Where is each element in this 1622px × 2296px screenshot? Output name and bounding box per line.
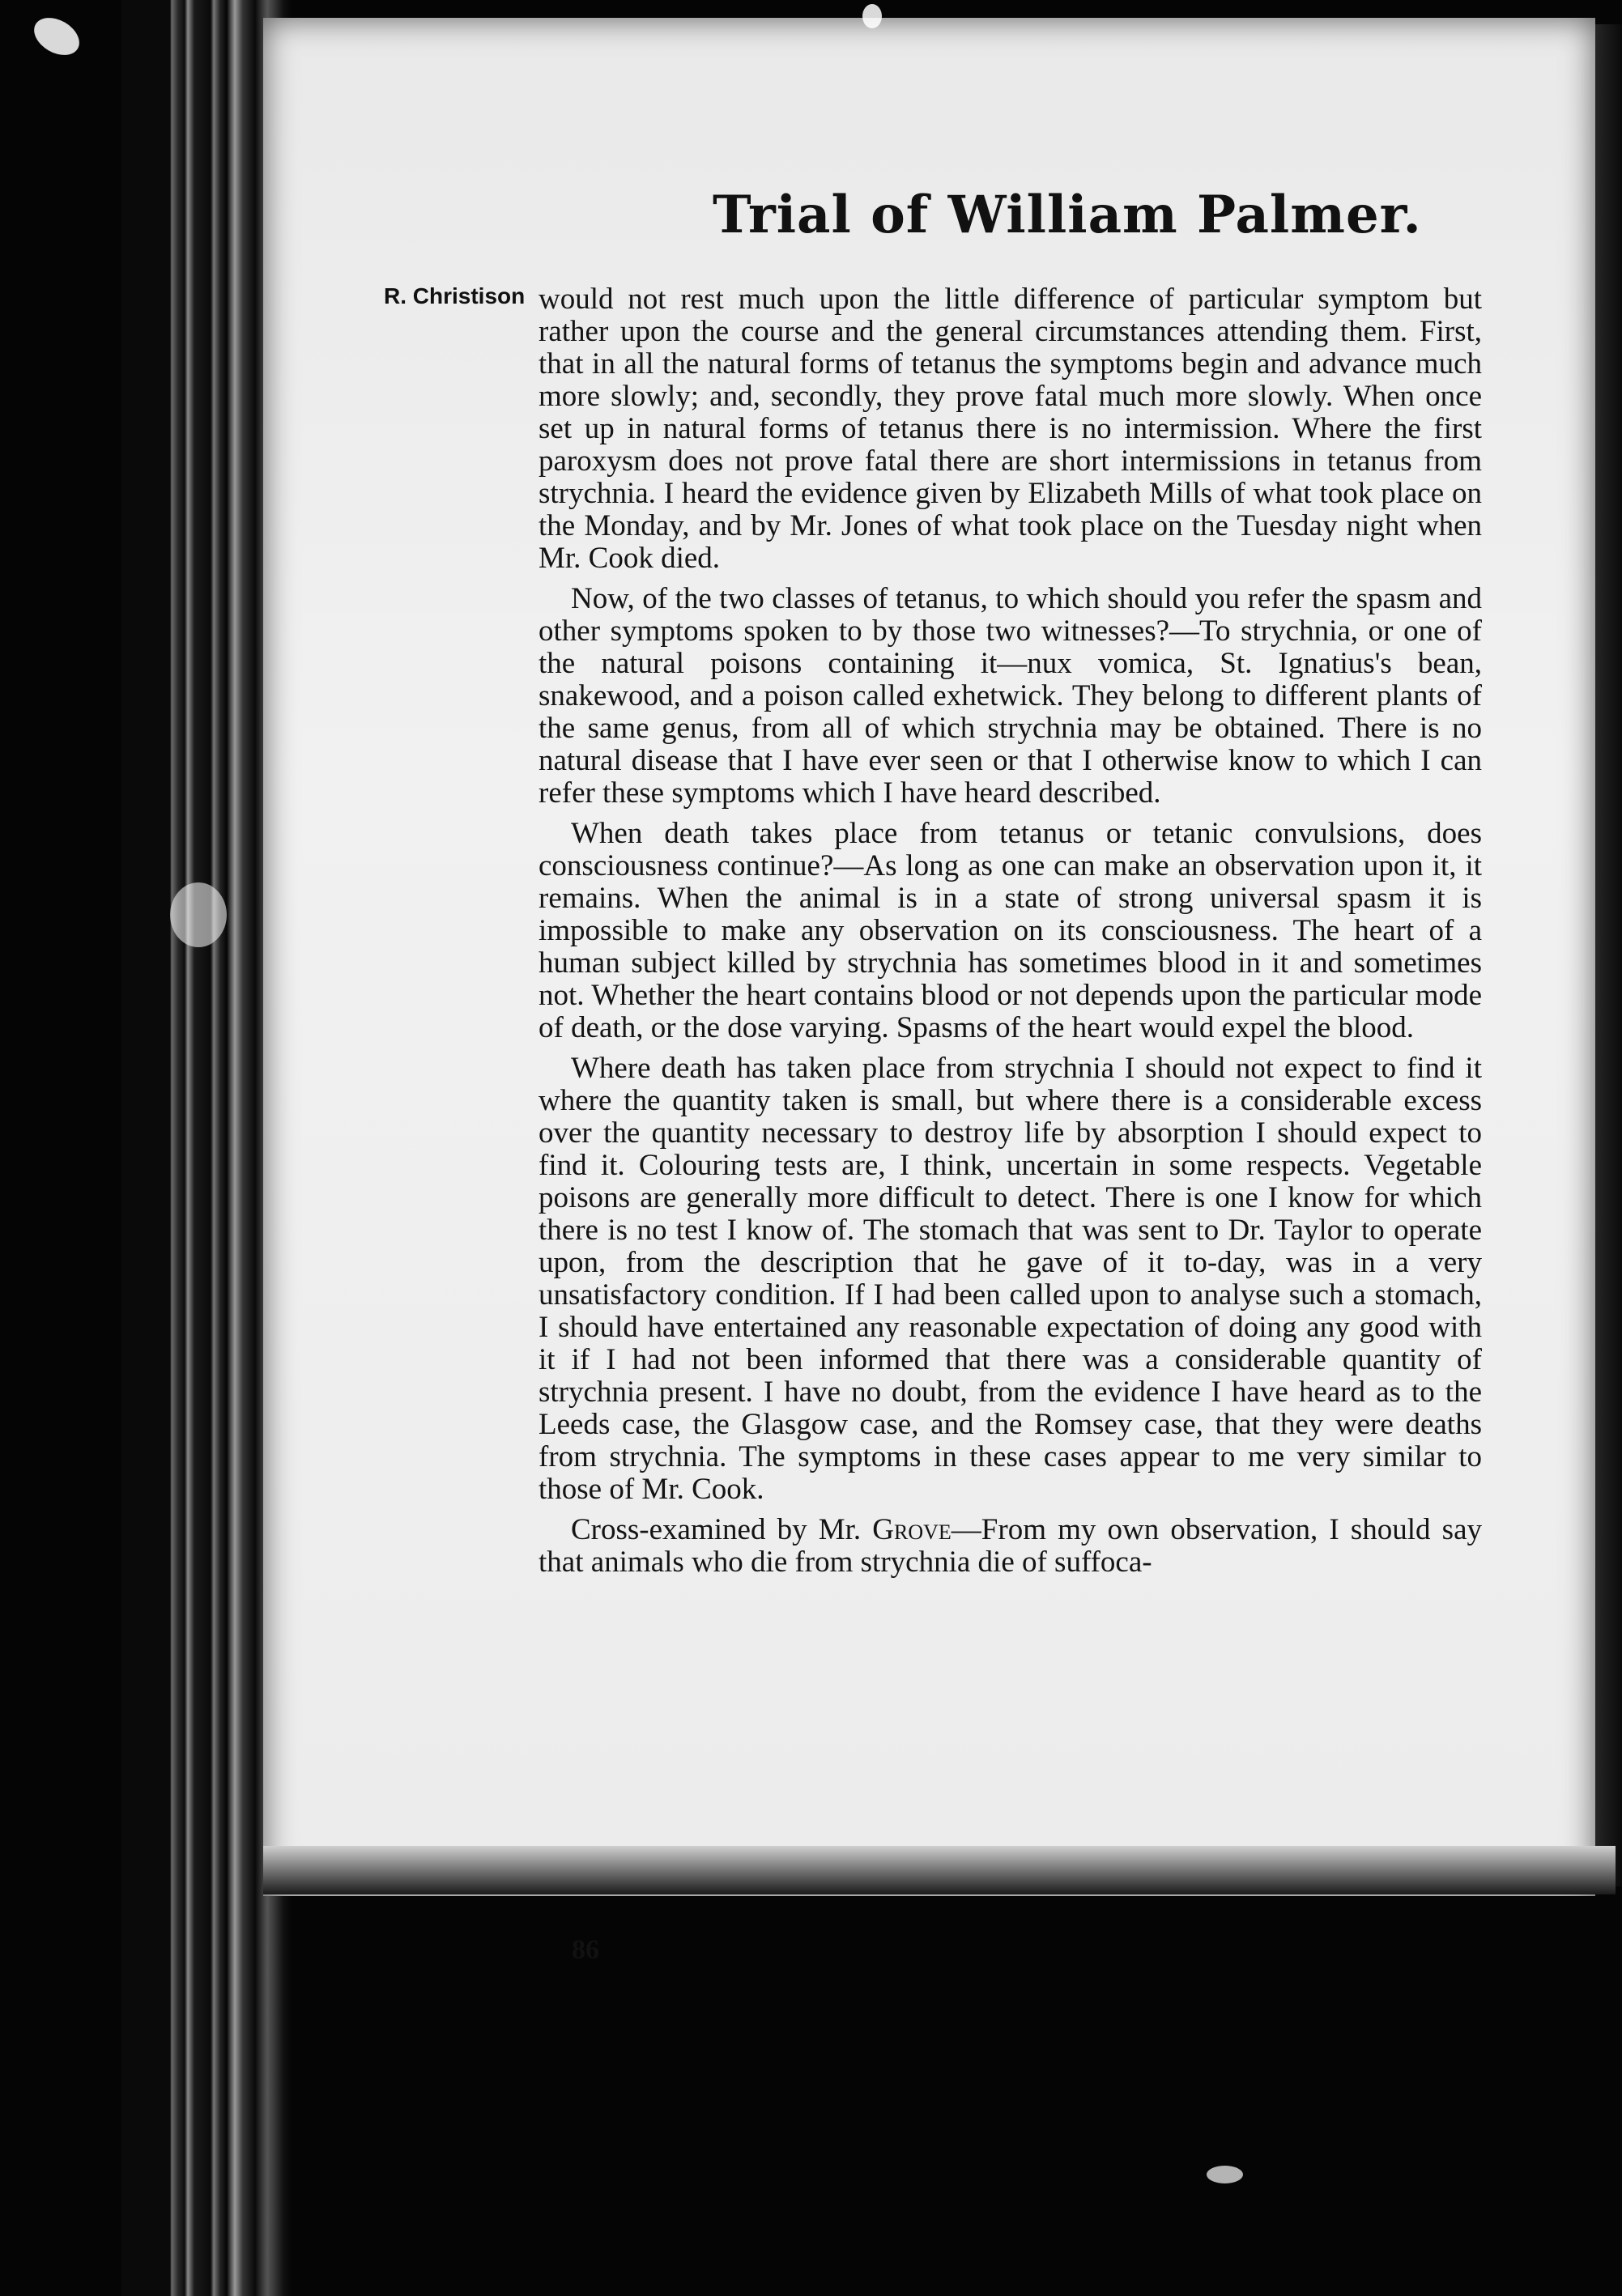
page-number: 86 <box>572 1935 599 1965</box>
paragraph: Now, of the two classes of tetanus, to which should you refer the spasm and other symptoms spoken to by those two witnesses?—To strychnia, or one of the natural poisons containing it—nux vomica, St. Ignatius's bean, snakewood, and a poison called exhetwick. They belong to different plants of the same genus, from all of which strychnia may be obtained. There is no natural disease that I have ever seen or that I otherwise know to which I can refer these symptoms which I have heard described. <box>539 582 1482 810</box>
scan-artifact <box>862 4 882 28</box>
cross-examination-lead: Cross-examined by Mr. <box>571 1513 873 1546</box>
body-text <box>539 283 1482 1587</box>
cross-examination-paragraph <box>539 1514 1482 1579</box>
speaker-side-label: R. Christison <box>384 283 526 308</box>
page-title: Trial of William Palmer. <box>713 185 1422 245</box>
scan-artifact <box>170 882 227 947</box>
paragraph: would not rest much upon the little difference of particular symptom but rather upon the course and the general circumstances attending them. First, that in all the natural forms of tetanus the symptoms begin and advance much more slowly; and, secondly, they prove fatal much more slowly. When once set up in natural forms of tetanus there is no intermission. Where the first paroxysm does not prove fatal there are short intermissions in tetanus from strychnia. I heard the evidence given by Elizabeth Mills of what took place on the Monday, and by Mr. Jones of what took place on the Tuesday night when Mr. Cook died. <box>539 283 1482 575</box>
cross-examination-text: —From my own observation, I should say that animals who die from strychnia die of suffoca- <box>539 1513 1483 1579</box>
paragraph: When death takes place from tetanus or tetanic convulsions, does consciousness continue?—As long as one can make an observation upon it, it remains. When the animal is in a state of strong universal spasm it is impossible to make any observation on its consciousness. The heart of a human subject killed by strychnia has sometimes blood in it and sometimes not. Whether the heart contains blood or not depends upon the particular mode of death, or the dose varying. Spasms of the heart would expel the blood. <box>539 817 1482 1044</box>
counsel-name: Grove <box>872 1513 951 1546</box>
page-bottom-edge <box>263 1846 1616 1894</box>
paragraph: Where death has taken place from strychnia I should not expect to find it where the quantity taken is small, but where there is a considerable excess over the quantity necessary to destroy life by absorption I should expect to find it. Colouring tests are, I think, uncertain in some respects. Vegetable poisons are generally more difficult to detect. There is one I know for which there is no test I know of. The stomach that was sent to Dr. Taylor to operate upon, from the description that he gave of it to-day, was in a very unsatisfactory condition. If I had been called upon to analyse such a stomach, I should have entertained any reasonable expectation of doing any good with it if I had not been informed that there was a considerable quantity of strychnia present. I have no doubt, from the evidence I have heard as to the Leeds case, the Glasgow case, and the Romsey case, that they were deaths from strychnia. The symptoms in these cases appear to me very similar to those of Mr. Cook. <box>539 1052 1482 1506</box>
page-right-edge <box>1591 24 1622 1886</box>
scan-artifact <box>1207 2166 1243 2183</box>
scan-artifact <box>28 11 86 63</box>
